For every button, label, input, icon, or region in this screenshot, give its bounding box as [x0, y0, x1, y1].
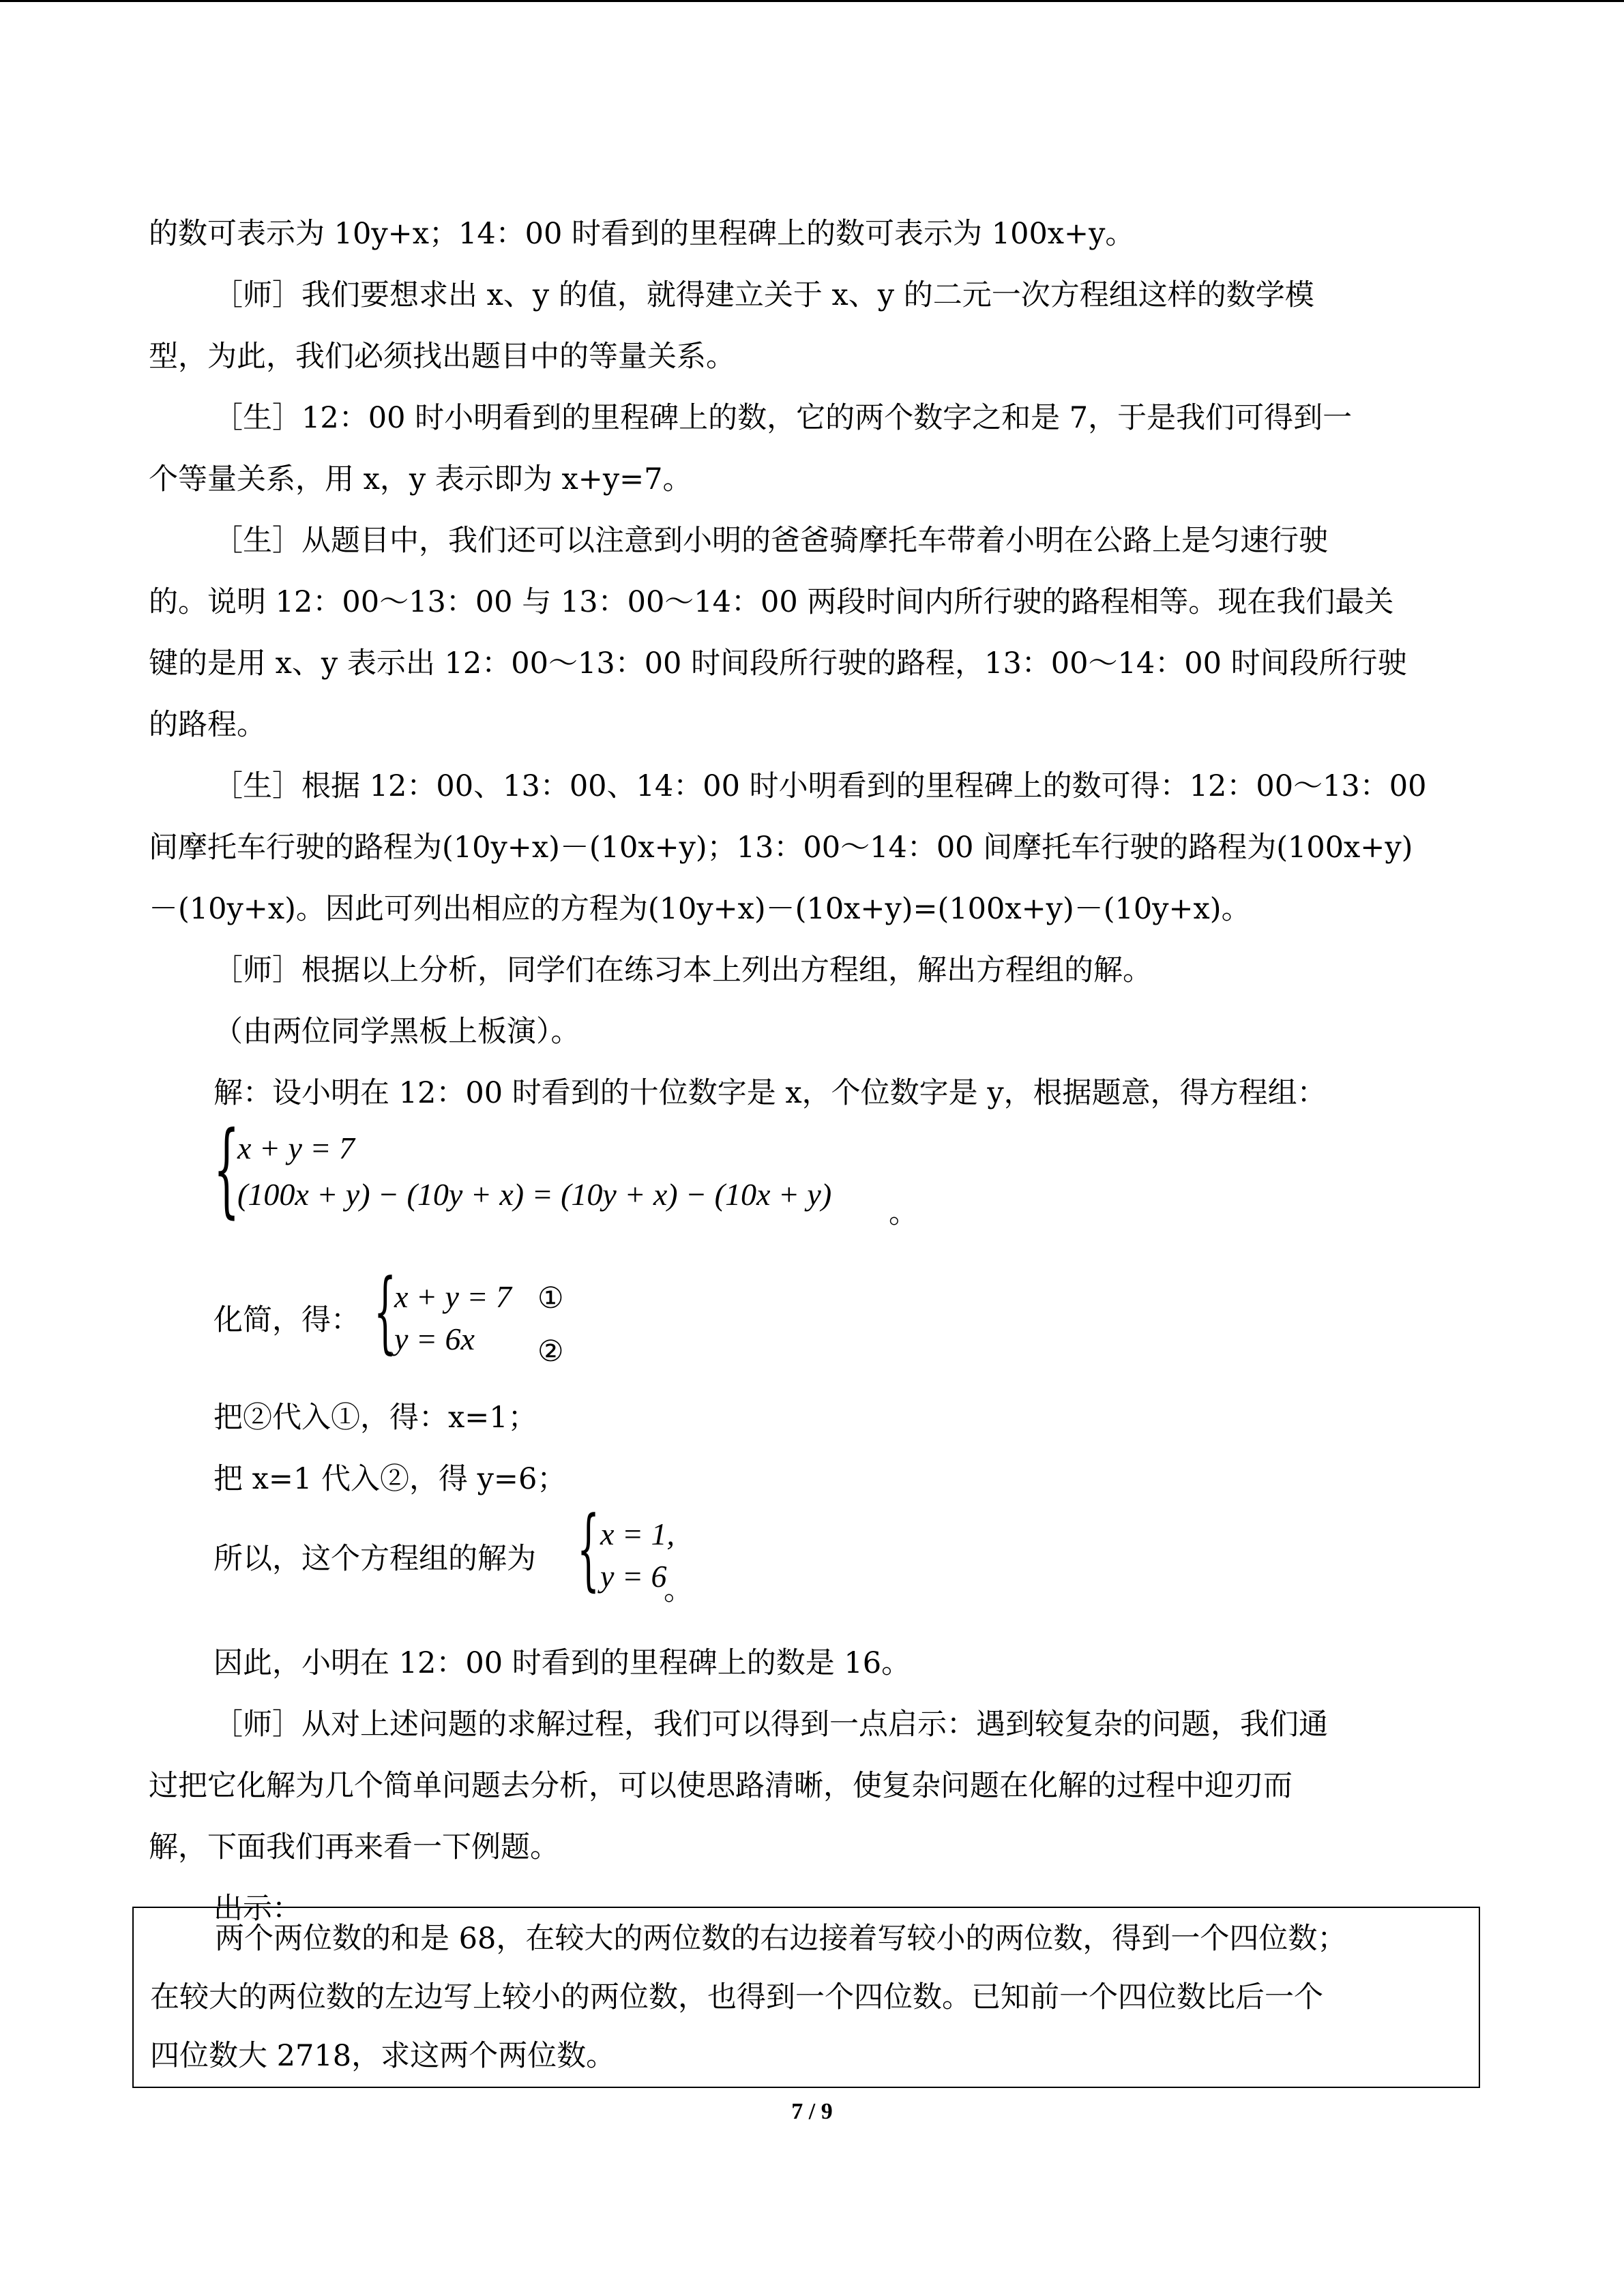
document-body — [149, 203, 1486, 1939]
text-line: （由两位同学黑板上板演）。 — [213, 1015, 580, 1049]
text-line: 四位数大 2718，求这两个两位数。 — [150, 2039, 616, 2073]
equation-marker: ① — [537, 1281, 564, 1315]
left-brace: { — [374, 1259, 397, 1363]
left-brace: { — [213, 1110, 240, 1229]
simplify-label: 化简，得： — [213, 1303, 360, 1337]
punctuation: 。 — [664, 1573, 693, 1607]
text-line: 个等量关系，用 x，y 表示即为 x+y=7。 — [149, 462, 692, 496]
text-line: －(10y+x)。因此可列出相应的方程为(10y+x)－(10x+y)=(100x+y)－(10y+x)。 — [149, 892, 1251, 926]
text-line: ［生］12：00 时小明看到的里程碑上的数，它的两个数字之和是 7，于是我们可得到一 — [213, 401, 1353, 435]
solution-system — [149, 1497, 1486, 1632]
example-problem-box — [132, 1907, 1480, 2088]
text-line: ［师］从对上述问题的求解过程，我们可以得到一点启示：遇到较复杂的问题，我们通 — [213, 1708, 1328, 1742]
text-line: 过把它化解为几个简单问题去分析，可以使思路清晰，使复杂问题在化解的过程中迎刃而 — [149, 1769, 1293, 1803]
page-top-rule — [0, 0, 1624, 2]
equation: x + y = 7 — [237, 1131, 355, 1165]
text-line: ［生］根据 12：00、13：00、14：00 时小明看到的里程碑上的数可得：12：00～13：00 — [213, 769, 1427, 803]
text-line: 的路程。 — [149, 708, 266, 742]
equation: y = 6 — [600, 1559, 667, 1594]
equation: x + y = 7 — [394, 1279, 512, 1314]
text-line: 把②代入①，得：x=1； — [213, 1401, 537, 1435]
text-line: 的数可表示为 10y+x；14：00 时看到的里程碑上的数可表示为 100x+y。 — [149, 217, 1135, 251]
text-line: 解：设小明在 12：00 时看到的十位数字是 x，个位数字是 y，根据题意，得方程组： — [213, 1076, 1327, 1110]
equation: y = 6x — [394, 1322, 475, 1356]
equation: (100x + y) − (10y + x) = (10y + x) − (10x + y) — [237, 1177, 832, 1212]
text-line: ［生］从题目中，我们还可以注意到小明的爸爸骑摩托车带着小明在公路上是匀速行驶 — [213, 524, 1328, 558]
equation: x = 1, — [600, 1517, 675, 1551]
text-line: 型，为此，我们必须找出题目中的等量关系。 — [149, 340, 735, 374]
text-line: 因此，小明在 12：00 时看到的里程碑上的数是 16。 — [213, 1646, 911, 1680]
left-brace: { — [577, 1497, 600, 1600]
punctuation: 。 — [889, 1196, 918, 1230]
text-line: 间摩托车行驶的路程为(10y+x)－(10x+y)；13：00～14：00 间摩托车行驶的路程为(100x+y) — [149, 831, 1413, 865]
equation-marker: ② — [537, 1335, 564, 1369]
solution-label: 所以，这个方程组的解为 — [213, 1542, 536, 1576]
simplified-system — [149, 1259, 1486, 1387]
text-line: 出示： — [213, 1892, 301, 1926]
text-line: 键的是用 x、y 表示出 12：00～13：00 时间段所行驶的路程，13：00～14：00 时间段所行驶 — [149, 646, 1407, 681]
text-line: 把 x=1 代入②，得 y=6； — [213, 1462, 567, 1496]
equation-system-1 — [213, 1110, 1550, 1247]
text-line: ［师］根据以上分析，同学们在练习本上列出方程组，解出方程组的解。 — [213, 953, 1152, 987]
text-line: 解，下面我们再来看一下例题。 — [149, 1830, 559, 1864]
text-line: 两个两位数的和是 68，在较大的两位数的右边接着写较小的两位数，得到一个四位数； — [215, 1922, 1347, 1956]
text-line: 的。说明 12：00～13：00 与 13：00～14：00 两段时间内所行驶的路程相等。现在我们最关 — [149, 585, 1394, 619]
text-line: ［师］我们要想求出 x、y 的值，就得建立关于 x、y 的二元一次方程组这样的数学模 — [213, 278, 1314, 312]
page-number: 7 / 9 — [791, 2099, 833, 2124]
text-line: 在较大的两位数的左边写上较小的两位数，也得到一个四位数。已知前一个四位数比后一个 — [150, 1980, 1323, 2014]
